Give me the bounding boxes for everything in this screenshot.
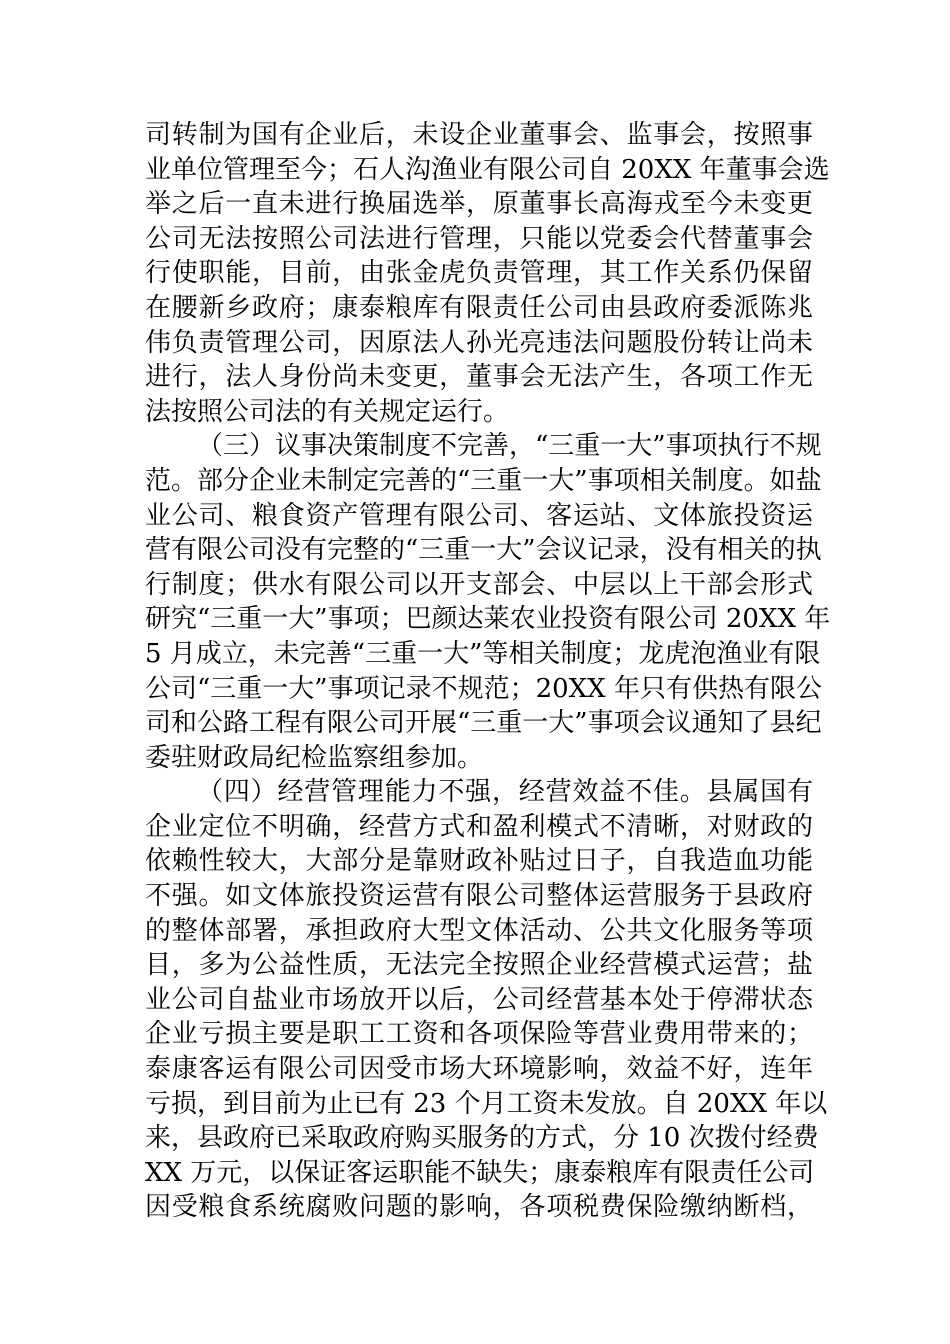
text-line: 范。部分企业未制定完善的“三重一大”事项相关制度。如盐 [145, 465, 822, 496]
text-line: 企业亏损主要是职工工资和各项保险等营业费用带来的； [145, 1019, 813, 1050]
text-line: 5 月成立，未完善“三重一大”等相关制度；龙虎泡渔业有限 [145, 638, 821, 669]
text-line: 伟负责管理公司，因原法人孙光亮违法问题股份转让尚未 [145, 327, 813, 358]
text-line: 业单位管理至今；石人沟渔业有限公司自 20XX 年董事会选 [145, 154, 830, 185]
paragraph-decision-system [145, 429, 831, 775]
section-heading-line: （四）经营管理能力不强，经营效益不佳。县属国有 [197, 777, 813, 808]
text-line: 营有限公司没有完整的“三重一大”会议记录，没有相关的执 [145, 535, 822, 566]
text-line: 来，县政府已采取政府购买服务的方式，分 10 次拨付经费 [145, 1123, 819, 1154]
text-line: 研究“三重一大”事项；巴颜达莱农业投资有限公司 20XX 年 [145, 604, 831, 635]
text-line: 司转制为国有企业后，未设企业董事会、监事会，按照事 [145, 120, 813, 150]
paragraph-company-governance [145, 118, 830, 429]
text-line: 的整体部署，承担政府大型文体活动、公共文化服务等项 [145, 915, 813, 946]
document-body [145, 118, 831, 1225]
text-line: 企业定位不明确，经营方式和盈利模式不清晰，对财政的 [145, 811, 813, 842]
text-line: 委驻财政局纪检监察组参加。 [145, 742, 484, 773]
text-line: 公司“三重一大”事项记录不规范；20XX 年只有供热有限公 [145, 673, 822, 704]
text-line: 亏损，到目前为止已有 23 个月工资未发放。自 20XX 年以 [145, 1088, 828, 1119]
text-line: 业公司、粮食资产管理有限公司、客运站、文体旅投资运 [145, 500, 813, 531]
text-line: 行使职能，目前，由张金虎负责管理，其工作关系仍保留 [145, 258, 813, 289]
text-line: 不强。如文体旅投资运营有限公司整体运营服务于县政府 [145, 881, 813, 912]
text-line: 泰康客运有限公司因受市场大环境影响，效益不好，连年 [145, 1054, 813, 1085]
section-heading-line: （三）议事决策制度不完善，“三重一大”事项执行不规 [197, 431, 822, 462]
text-line: 举之后一直未进行换届选举，原董事长高海戎至今未变更 [145, 189, 813, 220]
text-line: 依赖性较大，大部分是靠财政补贴过日子，自我造血功能 [145, 846, 813, 877]
text-line: 行制度；供水有限公司以开支部会、中层以上干部会形式 [145, 569, 813, 600]
text-line: 在腰新乡政府；康泰粮库有限责任公司由县政府委派陈兆 [145, 292, 813, 323]
text-line: 业公司自盐业市场放开以后，公司经营基本处于停滞状态 [145, 984, 813, 1015]
paragraph-operation-management [145, 775, 828, 1225]
text-line: 公司无法按照公司法进行管理，只能以党委会代替董事会 [145, 223, 813, 254]
text-line: 法按照公司法的有关规定运行。 [145, 396, 510, 427]
text-line: 目，多为公益性质，无法完全按照企业经营模式运营；盐 [145, 950, 813, 981]
text-line: 因受粮食系统腐败问题的影响，各项税费保险缴纳断档， [145, 1192, 813, 1223]
text-line: XX 万元，以保证客运职能不缺失；康泰粮库有限责任公司 [145, 1157, 815, 1188]
text-line: 司和公路工程有限公司开展“三重一大”事项会议通知了县纪 [145, 708, 822, 739]
text-line: 进行，法人身份尚未变更，董事会无法产生，各项工作无 [145, 362, 813, 393]
